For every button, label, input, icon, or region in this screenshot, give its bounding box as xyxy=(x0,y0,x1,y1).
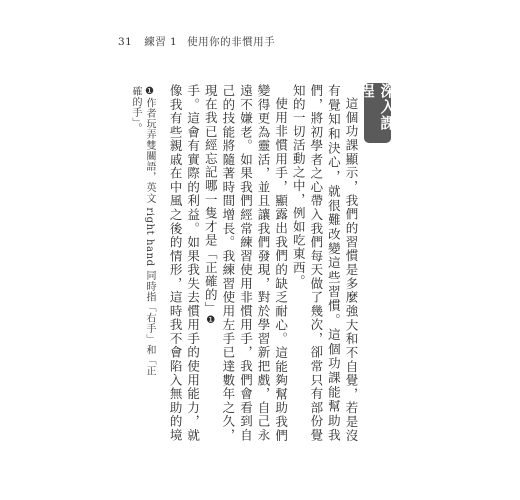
section-badge-label: 深入課程 xyxy=(357,83,397,131)
running-header xyxy=(118,34,275,49)
footnote-reference: ❶ xyxy=(205,315,217,328)
section-badge xyxy=(357,83,397,143)
body-text xyxy=(166,84,360,442)
footnote-marker: ❶ xyxy=(144,86,155,98)
footnote-text: 作者玩弄雙關語，英文 right hand 同時指「右手」和「正確的手」。 xyxy=(130,86,155,377)
exercise-label: 練習 1 xyxy=(144,36,178,48)
chapter-title: 使用你的非慣用手 xyxy=(187,36,276,48)
page-number: 31 xyxy=(118,36,133,48)
paragraph-text: 使用非慣用手，顯露出我們的缺乏耐心。這能夠幫助我們變得更為靈活，並且讓我們發現，對於學習新把戲，自己永遠不嫌老。如果我們經常練習使用非慣用手，我們會看到自己的技能將隨著時間增長。我練習使用左手已達數年之久，現在我已經忘記哪一隻才是「正確的」 xyxy=(203,84,289,442)
paragraph: 手。這會有實際的利益。如果我失去慣用手的使用能力，就像我有些親戚在中風之後的情形，這時我不會陷入無助的境 xyxy=(168,84,201,442)
footnote xyxy=(128,86,156,386)
paragraph: 這個功課顯示，我們的習慣是多麼強大和不自覺，若是沒有覺知和決心，就很難改變這些習慣。這個功課能幫助我們，將初學者之心帶入我們每天做了幾次，卻常只有部份覺知的一切活動之中，例如吃東西。 xyxy=(291,84,359,442)
paragraph xyxy=(202,84,290,442)
